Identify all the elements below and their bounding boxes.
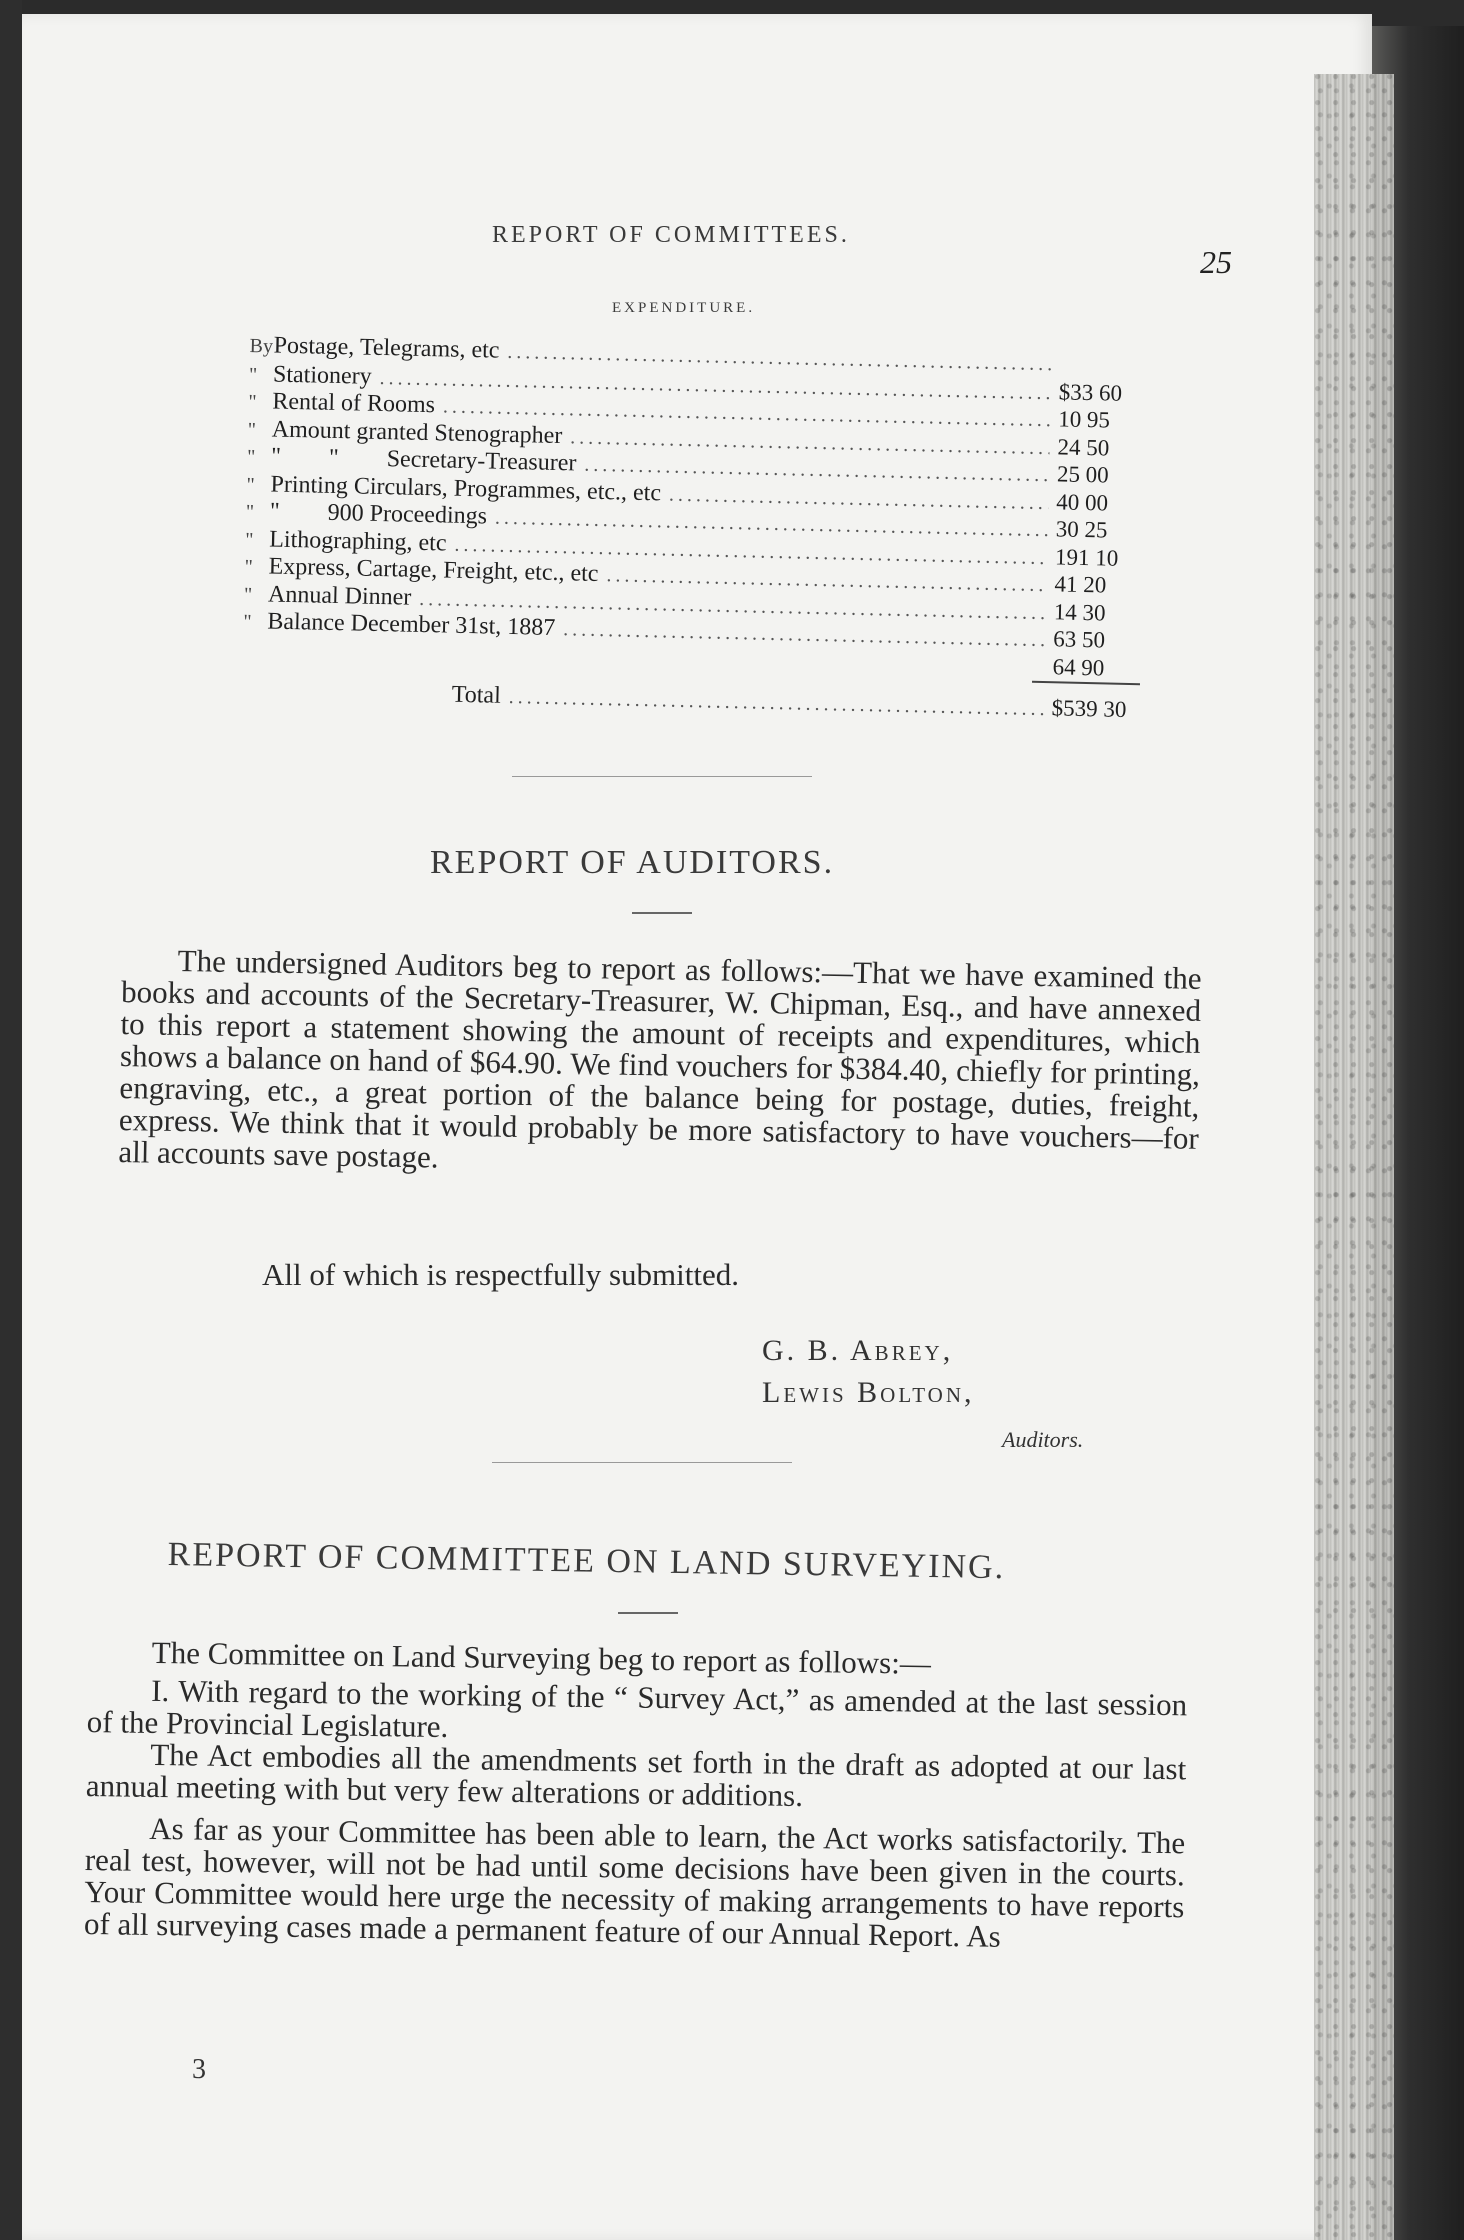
row-prefix: " <box>243 610 252 634</box>
row-label: Printing Circulars, Programmes, etc., etc <box>270 471 662 506</box>
section-divider <box>492 1462 792 1463</box>
row-label: " 900 Proceedings <box>269 498 488 530</box>
row-amount: 14 30 <box>1053 598 1106 625</box>
land-surveying-title: REPORT OF COMMITTEE ON LAND SURVEYING. <box>167 1536 1006 1587</box>
row-amount: 64 90 <box>1052 653 1105 680</box>
row-amount: 63 50 <box>1052 626 1106 653</box>
row-label: Balance December 31st, 1887 <box>267 608 556 641</box>
row-prefix: " <box>248 363 258 386</box>
row-prefix: " <box>246 473 255 496</box>
row-amount: 191 10 <box>1054 543 1119 571</box>
land-surveying-body <box>84 1636 1188 1955</box>
auditors-closing: All of which is respectfully submitted. <box>262 1257 739 1292</box>
row-amount: 25 00 <box>1056 461 1110 488</box>
row-amount: 40 00 <box>1056 488 1109 516</box>
leader-dots <box>508 684 1044 724</box>
row-prefix: " <box>244 555 254 579</box>
scan-left-border <box>0 0 22 2240</box>
land-para-amendments: The Act embodies all the amendments set forth in the draft as adopted at our last annual meeting with but very few alterations or additions. <box>85 1736 1187 1813</box>
row-label: Express, Cartage, Freight, etc., etc <box>268 553 599 587</box>
running-header: REPORT OF COMMITTEES. <box>492 222 850 248</box>
auditors-text: The undersigned Auditors beg to report as follows:—That we have examined the books and accounts of the Secretary-Treasurer, W. Chipman, Esq., and have annexed to this report a statement showing the amount of receipts and expenditures, which shows a balance on hand of $64.90. We find vouchers for $384.40, chiefly for printing, engraving, etc., a great portion of the balance being for postage, duties, freight, express. We think that it would probably be more satisfactory to have vouchers—for all accounts save postage. <box>118 942 1202 1175</box>
page-edge-texture <box>1314 74 1394 2240</box>
row-amount: 30 25 <box>1055 516 1108 543</box>
row-amount: 10 95 <box>1057 406 1111 433</box>
row-amount: 41 20 <box>1054 571 1107 598</box>
row-prefix: " <box>245 500 255 524</box>
row-prefix: By <box>249 334 274 358</box>
total-amount: $539 30 <box>1051 695 1127 722</box>
row-prefix: " <box>245 528 254 551</box>
total-label: Total <box>451 681 502 709</box>
row-label: Annual Dinner <box>267 580 412 611</box>
expenditure-title: EXPENDITURE. <box>612 300 756 316</box>
row-prefix: " <box>243 583 253 606</box>
land-para-works: As far as your Committee has been able to learn, the Act works satisfactorily. The real test, however, will not be had until some decisions have been given in the courts. Your Committee would here urge the necessity of making arrangements to have reports of all surveying cases made a permanent feature of our Annual Report. As <box>83 1810 1186 1954</box>
auditors-title: REPORT OF AUDITORS. <box>430 844 835 881</box>
row-label: Stationery <box>272 361 372 390</box>
row-label: " " Secretary-Treasurer <box>270 443 577 477</box>
section-divider <box>512 776 812 777</box>
row-prefix: " <box>248 390 257 414</box>
title-rule <box>618 1612 678 1614</box>
row-label: Rental of Rooms <box>272 388 436 419</box>
land-para-survey-act: I. With regard to the working of the “ Survey Act,” as amended at the last session of the Provincial Legislature. <box>86 1672 1188 1745</box>
signature-bolton: Lewis Bolton, <box>762 1376 975 1409</box>
row-amount <box>1059 370 1149 372</box>
book-page <box>22 14 1372 2240</box>
row-amount: 24 50 <box>1057 433 1110 461</box>
auditors-role: Auditors. <box>1002 1427 1084 1452</box>
page-number: 25 <box>1200 244 1232 280</box>
land-para-intro: The Committee on Land Surveying beg to report as follows:— <box>151 1634 932 1681</box>
row-amount: $33 60 <box>1058 378 1123 406</box>
row-label: Amount granted Stenographer <box>271 416 563 449</box>
row-label: Lithographing, etc <box>269 525 447 557</box>
title-rule <box>632 912 692 914</box>
row-prefix: " <box>246 445 256 469</box>
row-label: Postage, Telegrams, etc <box>273 332 500 364</box>
expenditure-total-row <box>242 676 1142 724</box>
signature-mark: 3 <box>192 2054 206 2085</box>
row-prefix: " <box>247 418 257 441</box>
signature-abrey: G. B. Abrey, <box>762 1334 954 1367</box>
auditors-paragraph <box>118 944 1202 1187</box>
expenditure-table <box>242 332 1150 724</box>
